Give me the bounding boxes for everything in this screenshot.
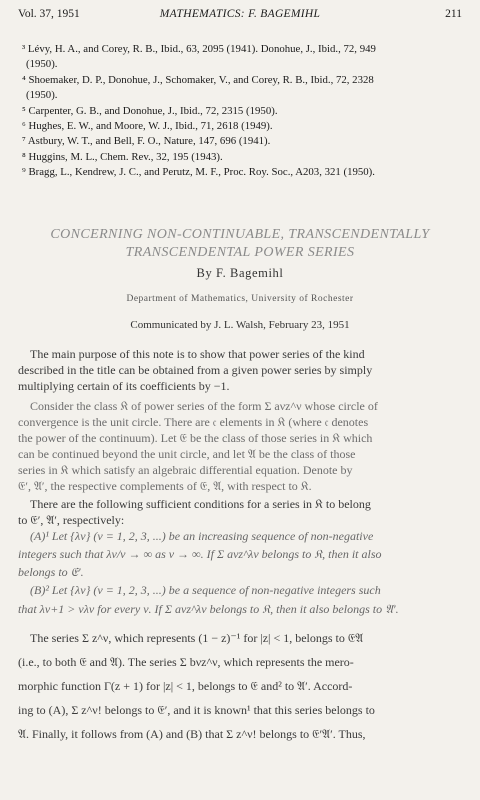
text-line: can be continued beyond the unit circle, and let 𝔄 be the class of those <box>18 447 356 461</box>
reference-item: ⁹ Bragg, L., Kendrew, J. C., and Perutz, M. F., Proc. Roy. Soc., A203, 321 (1950). <box>22 166 375 179</box>
text-line: 𝔄. Finally, it follows from (A) and (B) that Σ z^ν! belongs to 𝔈′𝔄′. Thus, <box>18 727 366 741</box>
author-affiliation: Department of Mathematics, University of Rochester <box>126 294 354 304</box>
theorem-line: (B)² Let {λν} (ν = 1, 2, 3, ...) be a sequence of non-negative integers such <box>30 583 381 597</box>
text-line: described in the title can be obtained from a given power series by simply <box>18 363 373 377</box>
volume-label: Vol. 37, 1951 <box>18 8 80 20</box>
article-title-line: TRANSCENDENTAL POWER SERIES <box>125 245 355 260</box>
body-paragraph <box>18 496 466 580</box>
text-line: the power of the continuum). Let 𝔈 be the class of those series in 𝔎 which <box>18 431 373 445</box>
author-byline: By F. Bagemihl <box>196 266 284 280</box>
reference-item: ⁶ Hughes, E. W., and Moore, W. J., Ibid., 71, 2618 (1949). <box>22 120 273 133</box>
running-header <box>18 8 462 24</box>
text-line: morphic function Γ(z + 1) for |z| < 1, belongs to 𝔈 and² to 𝔄′. Accord- <box>18 679 353 693</box>
theorem-line: belongs to 𝔈′. <box>18 565 84 579</box>
text-line: to 𝔈′, 𝔄′, respectively: <box>18 513 125 527</box>
page-number: 211 <box>445 8 462 20</box>
theorem-line: that λν+1 > νλν for every ν. If Σ aνz^λν belongs to 𝔎, then it also belongs to 𝔄′. <box>18 602 399 616</box>
reference-item-continuation: (1950). <box>26 89 58 102</box>
article-title-line: CONCERNING NON-CONTINUABLE, TRANSCENDENTALLY <box>50 227 430 242</box>
reference-item: ³ Lévy, H. A., and Corey, R. B., Ibid., 63, 2095 (1941). Donohue, J., Ibid., 72, 949 <box>22 43 376 55</box>
reference-item: ⁴ Shoemaker, D. P., Donohue, J., Schomaker, V., and Corey, R. B., Ibid., 72, 2328 <box>22 73 374 86</box>
reference-item: ⁵ Carpenter, G. B., and Donohue, J., Ibid., 72, 2315 (1950). <box>22 104 278 117</box>
reference-item: ⁸ Huggins, M. L., Chem. Rev., 32, 195 (1943). <box>22 150 223 163</box>
text-line: (i.e., to both 𝔈 and 𝔄). The series Σ bνz^ν, which represents the mero- <box>18 655 354 669</box>
body-paragraph <box>18 398 466 494</box>
article-title <box>18 226 462 262</box>
text-line: 𝔈′, 𝔄′, the respective complements of 𝔈, 𝔄, with respect to 𝔎. <box>18 479 312 493</box>
text-line: ing to (A), Σ z^ν! belongs to 𝔈′, and it is known¹ that this series belongs to <box>18 703 375 717</box>
text-line: multiplying certain of its coefficients by −1. <box>18 379 230 393</box>
body-paragraph <box>18 582 466 620</box>
text-line: The series Σ z^ν, which represents (1 − z)⁻¹ for |z| < 1, belongs to 𝔈𝔄 <box>30 631 364 645</box>
text-line: Consider the class 𝔎 of power series of the form Σ aνz^ν whose circle of <box>30 399 378 413</box>
reference-item-continuation: (1950). <box>26 58 58 71</box>
body-paragraph <box>18 626 466 746</box>
theorem-line: integers such that λν/ν → ∞ as ν → ∞. If Σ aνz^λν belongs to 𝔎, then it also <box>18 547 382 561</box>
text-line: There are the following sufficient conditions for a series in 𝔎 to belong <box>30 497 371 511</box>
text-line: convergence is the unit circle. There are 𝔠 elements in 𝔎 (where 𝔠 denotes <box>18 415 369 429</box>
reference-list <box>18 42 466 181</box>
text-line: The main purpose of this note is to show that power series of the kind <box>30 347 365 361</box>
text-line: series in 𝔎 which satisfy an algebraic differential equation. Denote by <box>18 463 353 477</box>
theorem-line: (A)¹ Let {λν} (ν = 1, 2, 3, ...) be an increasing sequence of non-negative <box>30 529 374 543</box>
body-paragraph <box>18 346 466 394</box>
reference-item: ⁷ Astbury, W. T., and Bell, F. O., Nature, 147, 696 (1941). <box>22 135 271 148</box>
running-title: MATHEMATICS: F. BAGEMIHL <box>159 8 321 20</box>
communicated-by: Communicated by J. L. Walsh, February 23, 1951 <box>130 319 350 331</box>
